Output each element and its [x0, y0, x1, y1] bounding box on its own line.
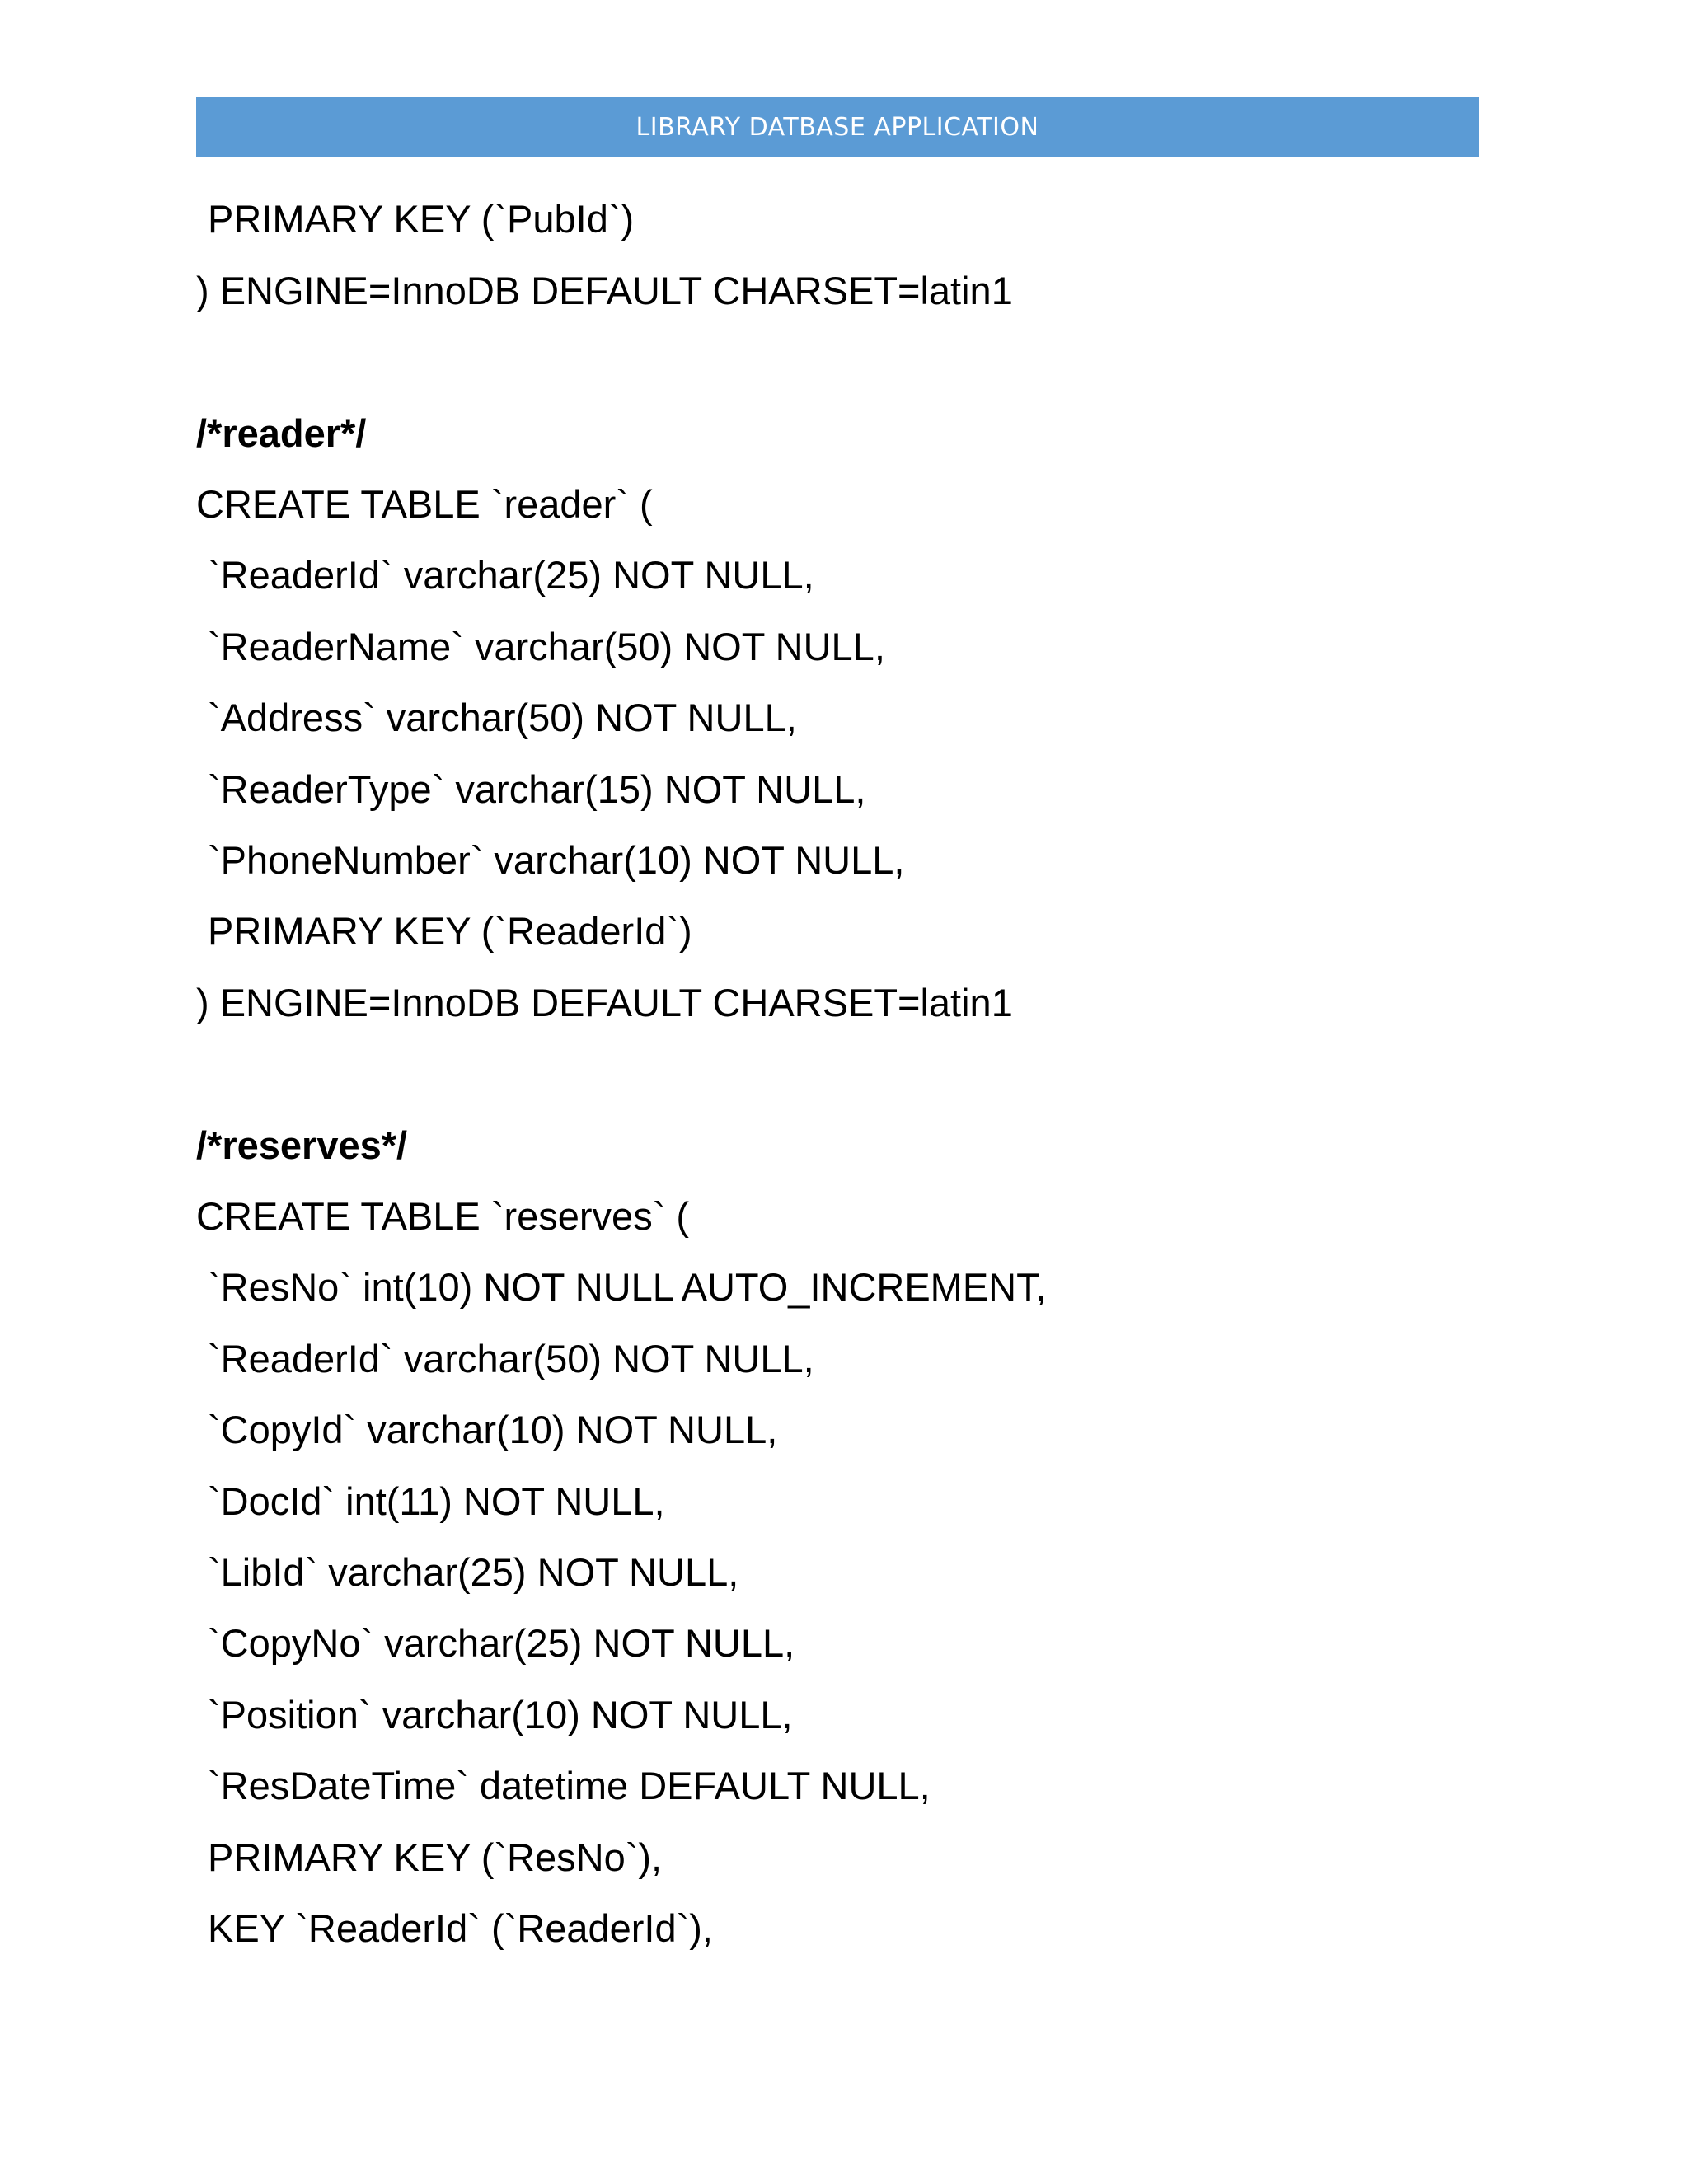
code-line: `CopyId` varchar(10) NOT NULL, [208, 1408, 778, 1451]
code-line: `LibId` varchar(25) NOT NULL, [208, 1550, 739, 1594]
code-line: `ReaderId` varchar(25) NOT NULL, [208, 553, 814, 597]
code-line: `ReaderType` varchar(15) NOT NULL, [208, 767, 866, 811]
code-line: `Position` varchar(10) NOT NULL, [208, 1693, 793, 1736]
code-line: PRIMARY KEY (`PubId`) [208, 197, 635, 241]
code-line: ) ENGINE=InnoDB DEFAULT CHARSET=latin1 [196, 981, 1013, 1024]
code-line: `Address` varchar(50) NOT NULL, [208, 696, 797, 739]
code-line: PRIMARY KEY (`ReaderId`) [208, 909, 692, 953]
code-line: `PhoneNumber` varchar(10) NOT NULL, [208, 838, 905, 882]
code-line: PRIMARY KEY (`ResNo`), [208, 1835, 663, 1879]
header-title: LIBRARY DATBASE APPLICATION [635, 112, 1039, 142]
page-header [196, 97, 1479, 157]
code-line: `CopyNo` varchar(25) NOT NULL, [208, 1621, 795, 1665]
code-line: `ReaderName` varchar(50) NOT NULL, [208, 625, 885, 668]
code-line: CREATE TABLE `reader` ( [196, 482, 653, 526]
code-line: CREATE TABLE `reserves` ( [196, 1194, 690, 1238]
code-line: `ResDateTime` datetime DEFAULT NULL, [208, 1764, 931, 1807]
code-line: ) ENGINE=InnoDB DEFAULT CHARSET=latin1 [196, 269, 1013, 312]
section-comment: /*reserves*/ [196, 1123, 408, 1167]
code-line: `ReaderId` varchar(50) NOT NULL, [208, 1337, 814, 1380]
code-line: `DocId` int(11) NOT NULL, [208, 1479, 665, 1523]
code-line: `ResNo` int(10) NOT NULL AUTO_INCREMENT, [208, 1265, 1047, 1309]
section-comment: /*reader*/ [196, 411, 367, 455]
code-line: KEY `ReaderId` (`ReaderId`), [208, 1906, 713, 1950]
